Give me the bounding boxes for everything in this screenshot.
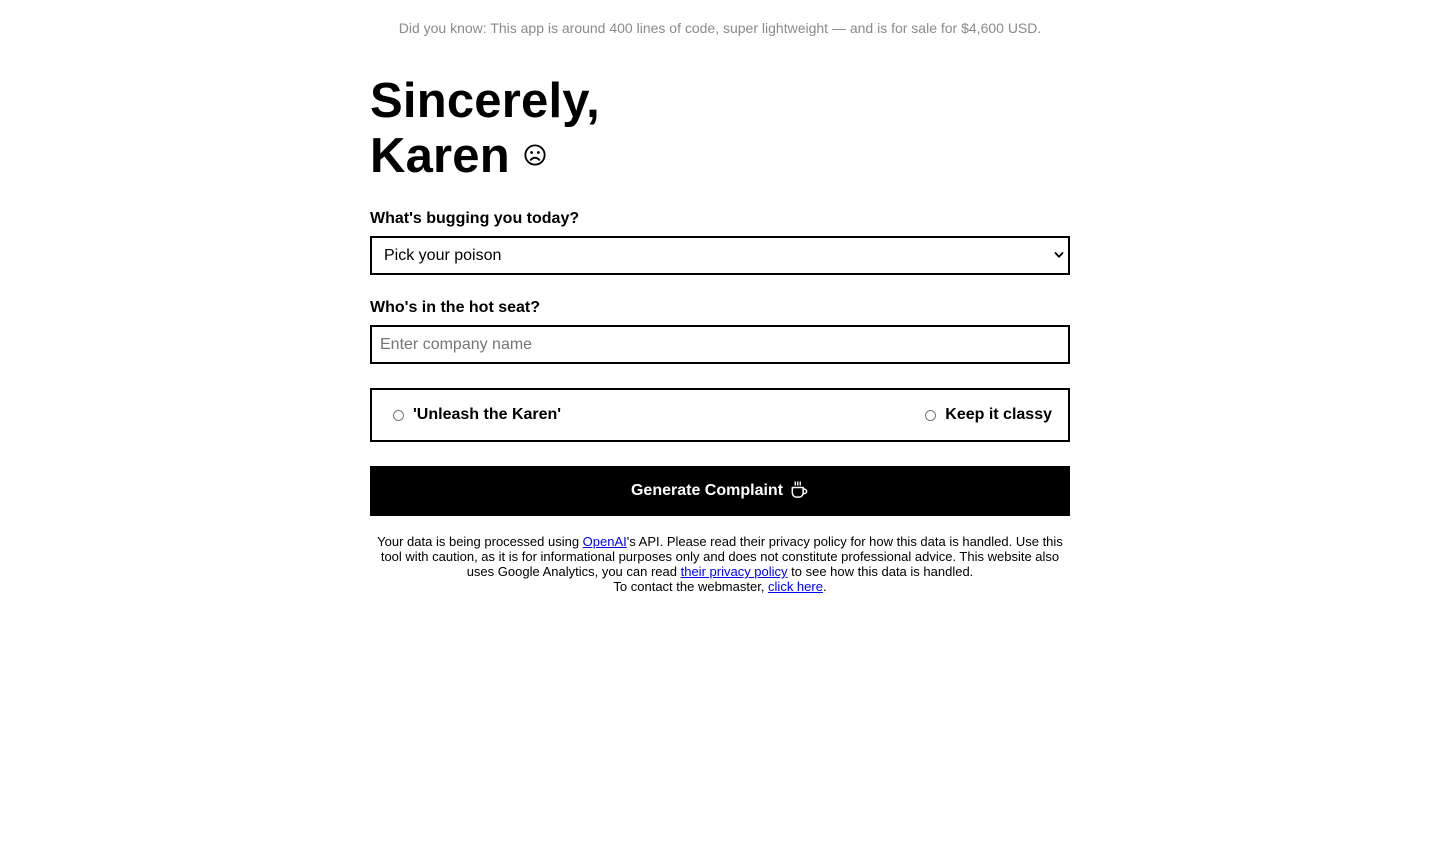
disclaimer <box>370 534 1070 594</box>
title-line-1: Sincerely, <box>370 74 600 128</box>
radio-unleash-karen-label: 'Unleash the Karen' <box>413 406 562 423</box>
radio-unleash-karen[interactable] <box>393 390 561 440</box>
company-label: Who's in the hot seat? <box>370 299 541 316</box>
radio-keep-classy[interactable] <box>925 390 1052 440</box>
privacy-policy-link[interactable]: their privacy policy <box>680 564 788 579</box>
disclaimer-text-1: Your data is being processed using <box>377 534 583 549</box>
issue-label: What's bugging you today? <box>370 210 580 227</box>
contact-link[interactable]: click here <box>768 579 823 594</box>
openai-link[interactable]: OpenAI <box>582 534 627 549</box>
coffee-icon <box>789 480 809 500</box>
generate-complaint-button[interactable] <box>370 466 1070 516</box>
tone-radio-group <box>370 388 1070 442</box>
issue-select-value: Pick your poison <box>384 246 502 264</box>
radio-unleash-karen-circle[interactable] <box>393 410 404 421</box>
frown-icon <box>524 144 546 166</box>
title-line-2 <box>370 129 600 184</box>
disclaimer-text-2: 's API. Please read their privacy policy for how this data is handled. Use this tool with caution, as it is for informational purposes only and does not constitute professional advice. This website also uses Google Analytics, you can read <box>380 534 1063 579</box>
title-line-2-text: Karen <box>370 129 510 183</box>
chevron-down-icon <box>1054 250 1064 260</box>
contact-text: To contact the webmaster, <box>613 579 769 594</box>
generate-complaint-label: Generate Complaint <box>630 482 784 499</box>
disclaimer-text-3: to see how this data is handled. <box>787 564 974 579</box>
promo-banner: Did you know: This app is around 400 lines of code, super lightweight — and is for sale for $4,600 USD. <box>398 20 1042 36</box>
radio-keep-classy-label: Keep it classy <box>945 406 1052 423</box>
page-title <box>370 74 600 184</box>
radio-keep-classy-circle[interactable] <box>925 410 936 421</box>
company-name-input[interactable] <box>370 325 1070 364</box>
contact-end: . <box>822 579 827 594</box>
issue-select[interactable] <box>370 236 1070 275</box>
